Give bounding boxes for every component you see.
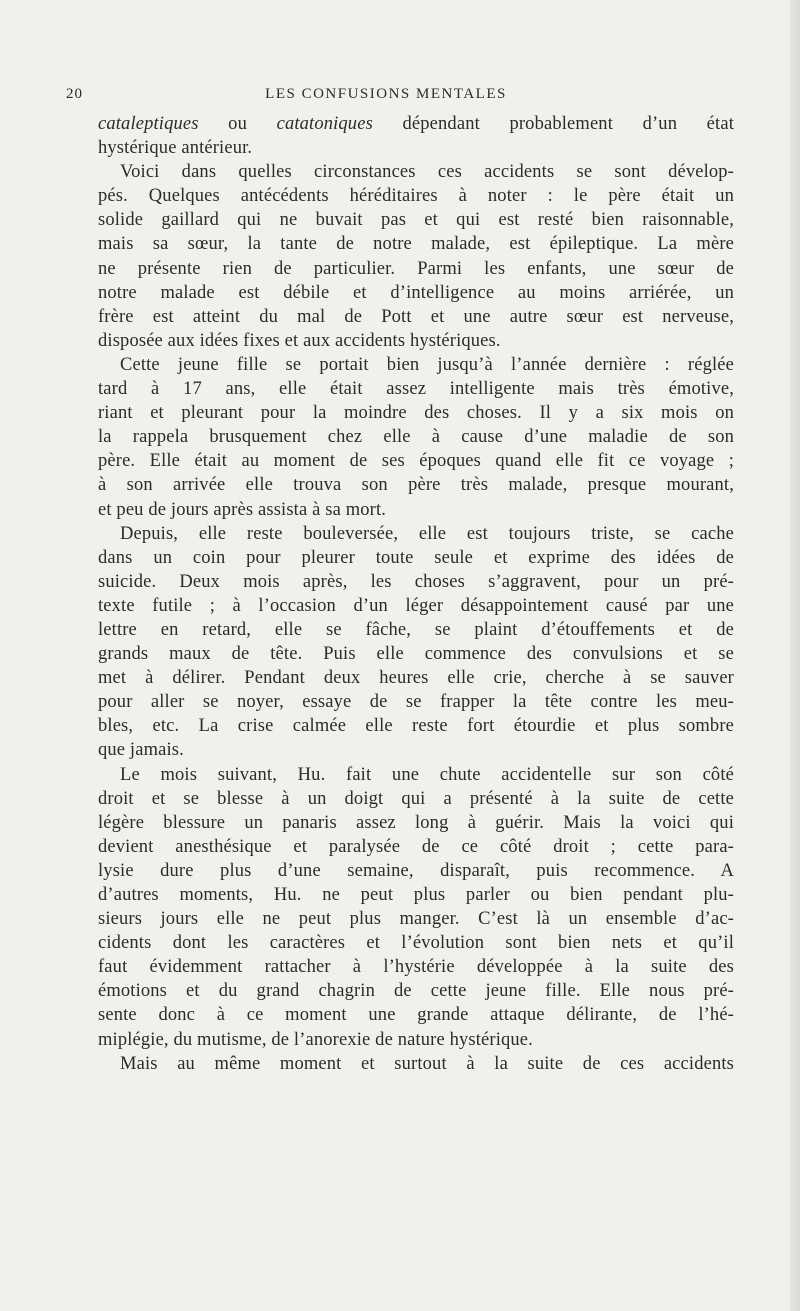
text-line: miplégie, du mutisme, de l’anorexie de nature hystérique.	[98, 1029, 533, 1050]
paragraph-start: Le mois suivant, Hu. fait une chute accidentelle sur son côté	[120, 764, 734, 785]
text-line: droit et se blesse à un doigt qui a présenté à la suite de cette	[98, 788, 734, 809]
text-line: devient anesthésique et paralysée de ce côté droit ; cette para-	[98, 836, 734, 857]
paragraph-start: Cette jeune fille se portait bien jusqu’à l’année dernière : réglée	[120, 354, 734, 375]
text-line: d’autres moments, Hu. ne peut plus parler ou bien pendant plu-	[98, 885, 734, 905]
text-line: dans un coin pour pleurer toute seule et exprime des idées de	[98, 547, 734, 568]
text-line: lettre en retard, elle se fâche, se plaint d’étouffements et de	[98, 619, 734, 640]
italic-term: catatoniques	[276, 114, 373, 134]
text-line: riant et pleurant pour la moindre des choses. Il y a six mois on	[98, 403, 734, 424]
page-header	[66, 86, 706, 110]
text-line: sente donc à ce moment une grande attaque délirante, de l’hé-	[98, 1005, 734, 1026]
running-title: LES CONFUSIONS MENTALES	[265, 86, 507, 102]
text-line: tard à 17 ans, elle était assez intelligente mais très émotive,	[98, 379, 734, 400]
text-line: suicide. Deux mois après, les choses s’aggravent, pour un pré-	[98, 571, 734, 592]
page-edge	[790, 0, 800, 1311]
text-line: mais sa sœur, la tante de notre malade, est épileptique. La mère	[98, 234, 734, 255]
text-line: faut évidemment rattacher à l’hystérie développée à la suite des	[98, 957, 734, 978]
paragraph-start: Voici dans quelles circonstances ces accidents se sont dévelop-	[120, 162, 734, 183]
paragraph-start: Depuis, elle reste bouleversée, elle est toujours triste, se cache	[120, 523, 734, 544]
text-line: notre malade est débile et d’intelligence au moins arriérée, un	[98, 282, 734, 303]
text-line: texte futile ; à l’occasion d’un léger désappointement causé par une	[98, 595, 734, 616]
text-line: la rappela brusquement chez elle à cause d’une maladie de son	[98, 427, 734, 448]
text-line: légère blessure un panaris assez long à guérir. Mais la voici qui	[98, 812, 734, 833]
text-line: met à délirer. Pendant deux heures elle crie, cherche à se sauver	[98, 668, 734, 689]
text-line: émotions et du grand chagrin de cette jeune fille. Elle nous pré-	[98, 981, 734, 1002]
text-line: pour aller se noyer, essaye de se frapper la tête contre les meu-	[98, 692, 734, 713]
italic-term: cataleptiques	[98, 114, 199, 134]
text-line: pés. Quelques antécédents héréditaires à noter : le père était un	[98, 186, 734, 207]
text-line: disposée aux idées fixes et aux accidents hystériques.	[98, 330, 501, 351]
text-line: cataleptiques ou catatoniques dépendant probablement d’un état	[98, 114, 734, 134]
text-line: sieurs jours elle ne peut plus manger. C’est là un ensemble d’ac-	[98, 909, 734, 930]
text-line: grands maux de tête. Puis elle commence des convulsions et se	[98, 644, 734, 665]
text-line: ne présente rien de particulier. Parmi les enfants, une sœur de	[98, 258, 734, 279]
paragraph-start: Mais au même moment et surtout à la suite de ces accidents	[120, 1053, 734, 1074]
text-line: que jamais.	[98, 740, 184, 761]
text-line: solide gaillard qui ne buvait pas et qui est resté bien raisonnable,	[98, 210, 734, 231]
text-line: frère est atteint du mal de Pott et une autre sœur est nerveuse,	[98, 306, 734, 327]
text-line: lysie dure plus d’une semaine, disparaît, puis recommence. A	[98, 860, 734, 881]
text-line: père. Elle était au moment de ses époques quand elle fit ce voyage ;	[98, 451, 734, 472]
body-text	[98, 112, 734, 1076]
text-line: bles, etc. La crise calmée elle reste fort étourdie et plus sombre	[98, 716, 734, 737]
page-number: 20	[66, 86, 83, 102]
text-line: hystérique antérieur.	[98, 138, 253, 159]
text-line: à son arrivée elle trouva son père très malade, presque mourant,	[98, 475, 734, 496]
text-line: et peu de jours après assista à sa mort.	[98, 499, 387, 520]
text-line: cidents dont les caractères et l’évolution sont bien nets et qu’il	[98, 933, 734, 954]
